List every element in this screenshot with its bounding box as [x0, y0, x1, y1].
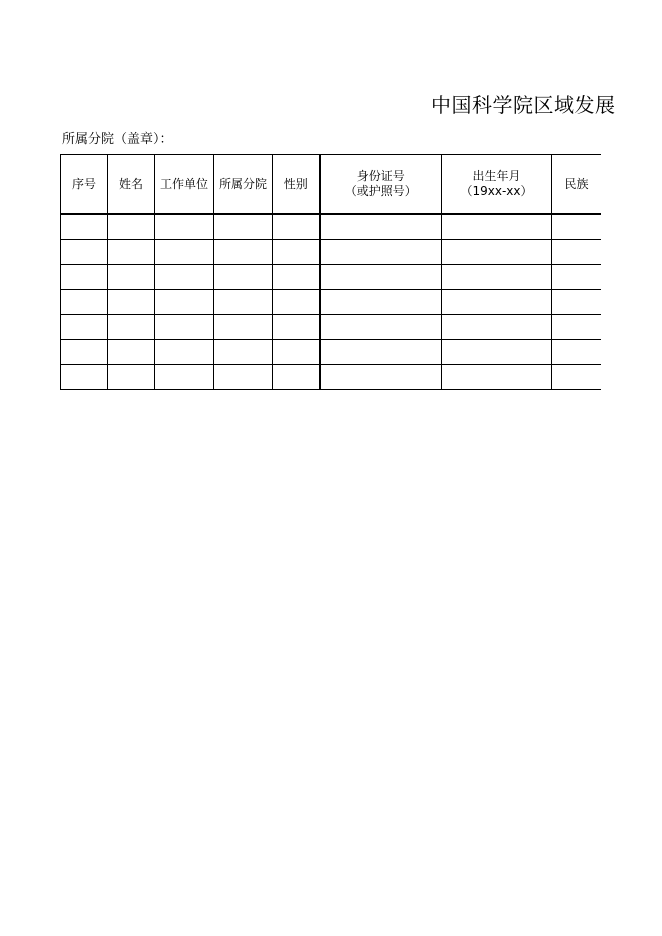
cell-gender[interactable]: [273, 265, 320, 290]
cell-gender[interactable]: [273, 290, 320, 315]
cell-name[interactable]: [108, 290, 155, 315]
cell-ethnicity[interactable]: [552, 315, 602, 340]
table-row: [61, 240, 602, 265]
cell-name[interactable]: [108, 240, 155, 265]
cell-birth-date[interactable]: [442, 240, 552, 265]
cell-index[interactable]: [61, 340, 108, 365]
header-label: 出生年月: [472, 169, 521, 183]
header-cell-birth-date: [442, 155, 552, 215]
registration-table: [60, 154, 601, 390]
header-label: 序号: [71, 176, 96, 191]
cell-branch[interactable]: [214, 340, 273, 365]
table-row: [61, 315, 602, 340]
header-label: 民族: [564, 176, 589, 191]
header-cell-index: [61, 155, 108, 215]
table-row: [61, 365, 602, 390]
cell-gender[interactable]: [273, 315, 320, 340]
cell-ethnicity[interactable]: [552, 365, 602, 390]
cell-index[interactable]: [61, 365, 108, 390]
cell-branch[interactable]: [214, 290, 273, 315]
cell-branch[interactable]: [214, 315, 273, 340]
header-cell-gender: [273, 155, 320, 215]
cell-name[interactable]: [108, 340, 155, 365]
table-row: [61, 340, 602, 365]
table-row: [61, 214, 602, 240]
header-label: 工作单位: [159, 176, 208, 191]
table-header-row: [61, 155, 602, 215]
cell-branch[interactable]: [214, 265, 273, 290]
cell-name[interactable]: [108, 365, 155, 390]
cell-birth-date[interactable]: [442, 315, 552, 340]
cell-id-number[interactable]: [320, 240, 442, 265]
cell-birth-date[interactable]: [442, 365, 552, 390]
cell-gender[interactable]: [273, 340, 320, 365]
cell-id-number[interactable]: [320, 340, 442, 365]
cell-workplace[interactable]: [155, 290, 214, 315]
cell-workplace[interactable]: [155, 340, 214, 365]
cell-branch[interactable]: [214, 214, 273, 240]
cell-workplace[interactable]: [155, 365, 214, 390]
cell-birth-date[interactable]: [442, 265, 552, 290]
branch-seal-label: 所属分院（盖章）：: [62, 132, 173, 147]
cell-gender[interactable]: [273, 240, 320, 265]
header-sublabel: （19xx-xx）: [460, 184, 533, 198]
header-cell-id-number: [320, 155, 442, 215]
cell-branch[interactable]: [214, 240, 273, 265]
registration-table-container: [60, 154, 601, 390]
header-label: 姓名: [118, 176, 143, 191]
cell-index[interactable]: [61, 315, 108, 340]
cell-ethnicity[interactable]: [552, 340, 602, 365]
table-body: [61, 214, 602, 390]
cell-index[interactable]: [61, 240, 108, 265]
header-cell-workplace: [155, 155, 214, 215]
cell-birth-date[interactable]: [442, 340, 552, 365]
header-label: 身份证号: [356, 169, 405, 183]
cell-workplace[interactable]: [155, 240, 214, 265]
cell-gender[interactable]: [273, 214, 320, 240]
header-label: 所属分院: [218, 176, 267, 191]
header-label: 性别: [283, 176, 308, 191]
cell-workplace[interactable]: [155, 265, 214, 290]
cell-workplace[interactable]: [155, 214, 214, 240]
cell-index[interactable]: [61, 214, 108, 240]
cell-workplace[interactable]: [155, 315, 214, 340]
table-row: [61, 290, 602, 315]
cell-name[interactable]: [108, 265, 155, 290]
cell-id-number[interactable]: [320, 265, 442, 290]
cell-index[interactable]: [61, 290, 108, 315]
header-cell-branch: [214, 155, 273, 215]
cell-birth-date[interactable]: [442, 214, 552, 240]
cell-name[interactable]: [108, 315, 155, 340]
cell-ethnicity[interactable]: [552, 214, 602, 240]
cell-birth-date[interactable]: [442, 290, 552, 315]
header-cell-name: [108, 155, 155, 215]
page-title: 中国科学院区域发展: [431, 93, 616, 117]
table-row: [61, 265, 602, 290]
cell-ethnicity[interactable]: [552, 290, 602, 315]
cell-ethnicity[interactable]: [552, 265, 602, 290]
cell-branch[interactable]: [214, 365, 273, 390]
cell-id-number[interactable]: [320, 315, 442, 340]
cell-id-number[interactable]: [320, 365, 442, 390]
cell-id-number[interactable]: [320, 290, 442, 315]
header-cell-ethnicity: [552, 155, 602, 215]
cell-index[interactable]: [61, 265, 108, 290]
cell-id-number[interactable]: [320, 214, 442, 240]
cell-ethnicity[interactable]: [552, 240, 602, 265]
header-sublabel: （或护照号）: [344, 184, 417, 198]
cell-name[interactable]: [108, 214, 155, 240]
cell-gender[interactable]: [273, 365, 320, 390]
